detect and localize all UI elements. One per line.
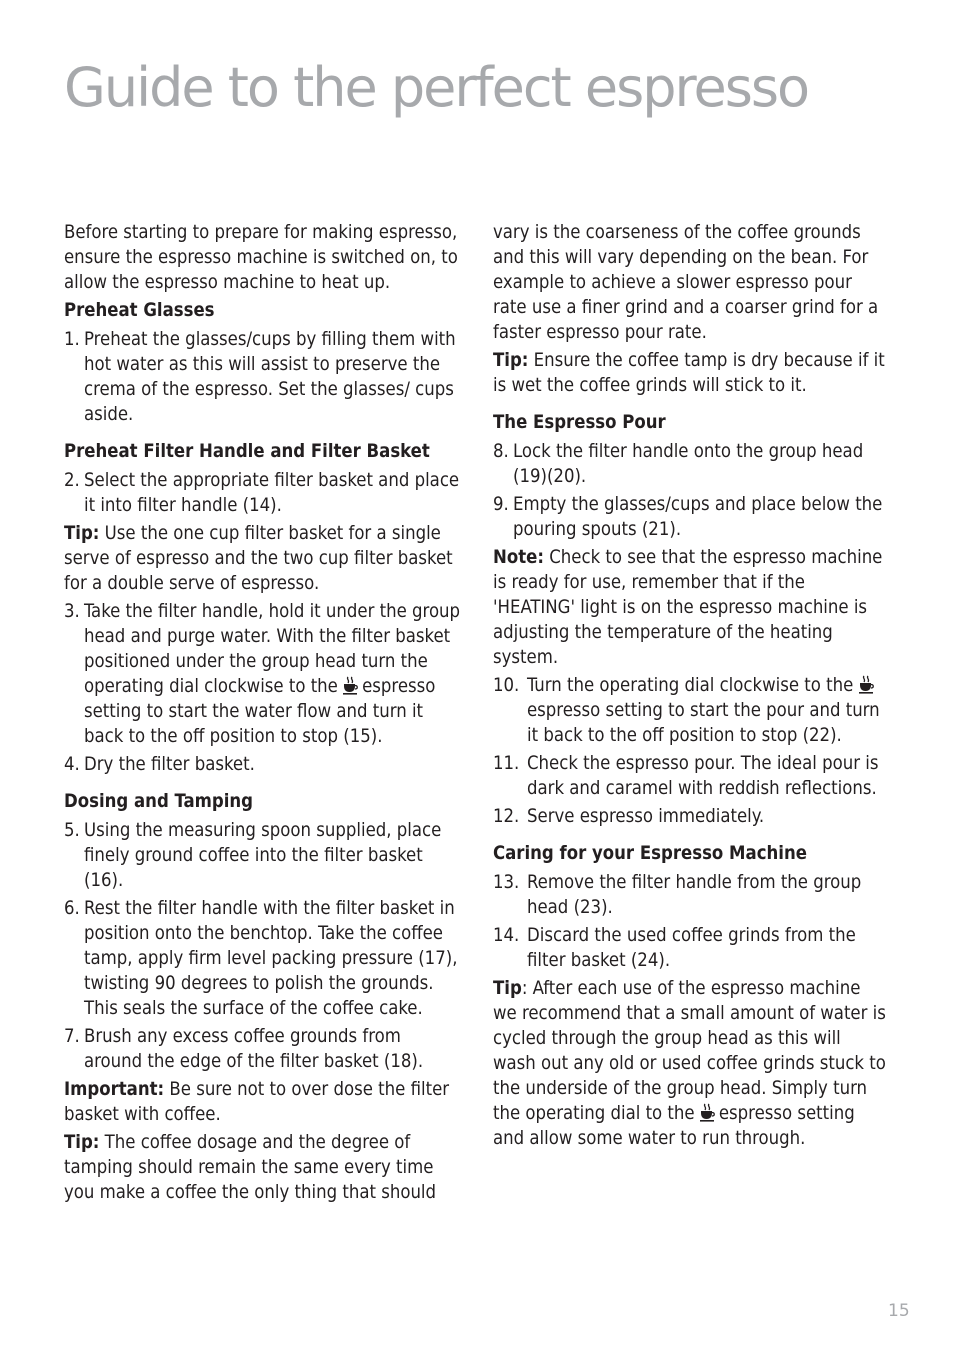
tip-paragraph bbox=[64, 521, 462, 596]
step-number: 6. bbox=[64, 898, 80, 919]
tip-text: Use the one cup filter basket for a single serve of espresso and the two cup filter basket for a double serve of espresso. bbox=[64, 523, 453, 594]
tip-label: Tip: bbox=[64, 1132, 100, 1153]
tip-label: Tip bbox=[493, 978, 522, 999]
step-7 bbox=[64, 1024, 462, 1074]
step-text bbox=[84, 599, 462, 749]
step-text-part: espresso setting to start the pour and turn it back to the off position to stop (22). bbox=[527, 700, 880, 746]
step-number: 3. bbox=[64, 601, 80, 622]
step-number: 4. bbox=[64, 754, 80, 775]
step-number: 1. bbox=[64, 329, 80, 350]
step-13 bbox=[493, 870, 888, 920]
page-number: 15 bbox=[888, 1301, 910, 1321]
step-text-part: Turn the operating dial clockwise to the bbox=[527, 675, 854, 696]
tip-text: espresso setting and allow some water to run through. bbox=[493, 1103, 855, 1149]
step-text: Lock the filter handle onto the group head (19)(20). bbox=[513, 441, 864, 487]
step-number: 14. bbox=[493, 925, 520, 946]
tip-text: Ensure the coffee tamp is dry because if it is wet the coffee grinds will stick to it. bbox=[493, 350, 885, 396]
step-number: 12. bbox=[493, 806, 520, 827]
step-3 bbox=[64, 599, 462, 749]
note-paragraph bbox=[493, 545, 888, 670]
step-number: 7. bbox=[64, 1026, 80, 1047]
heading-caring: Caring for your Espresso Machine bbox=[493, 843, 807, 864]
espresso-cup-icon bbox=[859, 675, 874, 694]
step-number: 5. bbox=[64, 820, 80, 841]
step-9 bbox=[493, 492, 888, 542]
tip-label: Tip: bbox=[64, 523, 100, 544]
step-number: 10. bbox=[493, 675, 520, 696]
step-8 bbox=[493, 439, 888, 489]
step-text: Discard the used coffee grinds from the filter basket (24). bbox=[527, 925, 856, 971]
tip-paragraph bbox=[64, 1130, 462, 1205]
heading-preheat-filter: Preheat Filter Handle and Filter Basket bbox=[64, 441, 430, 462]
step-text: Select the appropriate filter basket and place it into filter handle (14). bbox=[84, 470, 460, 516]
tip-label: Tip: bbox=[493, 350, 529, 371]
step-2 bbox=[64, 468, 462, 518]
step-text: Using the measuring spoon supplied, place finely ground coffee into the filter basket (16). bbox=[84, 820, 442, 891]
step-text: Brush any excess coffee grounds from around the edge of the filter basket (18). bbox=[84, 1026, 424, 1072]
step-number: 13. bbox=[493, 872, 520, 893]
espresso-cup-icon bbox=[343, 676, 358, 695]
important-paragraph bbox=[64, 1077, 462, 1127]
step-14 bbox=[493, 923, 888, 973]
step-text: Remove the filter handle from the group head (23). bbox=[527, 872, 862, 918]
step-text: Preheat the glasses/cups by filling them with hot water as this will assist to preserve the crema of the espresso. Set the glasses/ cups aside. bbox=[84, 329, 456, 425]
tip-text: The coffee dosage and the degree of tamping should remain the same every time you make a coffee the only thing that should bbox=[64, 1132, 437, 1203]
step-text: Check the espresso pour. The ideal pour is dark and caramel with reddish reflections. bbox=[527, 753, 879, 799]
step-6 bbox=[64, 896, 462, 1021]
step-text-part: espresso setting to start the water flow and turn it back to the off position to stop (15). bbox=[84, 676, 436, 747]
important-text: Be sure not to over dose the filter basket with coffee. bbox=[64, 1079, 450, 1125]
step-5 bbox=[64, 818, 462, 893]
step-11 bbox=[493, 751, 888, 801]
step-number: 11. bbox=[493, 753, 520, 774]
step-text-part: Take the filter handle, hold it under the group head and purge water. With the filter basket positioned under the group head turn the operating dial clockwise to the bbox=[84, 601, 461, 697]
espresso-cup-icon bbox=[700, 1103, 715, 1122]
continued-paragraph: vary is the coarseness of the coffee grounds and this will vary depending on the bean. For example to achieve a slower espresso pour rate use a finer grind and a coarser grind for a faster espresso pour rate. bbox=[493, 222, 879, 343]
heading-espresso-pour: The Espresso Pour bbox=[493, 412, 666, 433]
step-4 bbox=[64, 752, 462, 777]
step-10 bbox=[493, 673, 888, 748]
important-label: Important: bbox=[64, 1079, 165, 1100]
left-column bbox=[64, 220, 462, 1208]
step-number: 2. bbox=[64, 470, 80, 491]
step-text: Empty the glasses/cups and place below the pouring spouts (21). bbox=[513, 494, 883, 540]
note-text: Check to see that the espresso machine is ready for use, remember that if the 'HEATING' light is on the espresso machine is adjusting the temperature of the heating system. bbox=[493, 547, 883, 668]
step-text: Serve espresso immediately. bbox=[527, 806, 765, 827]
note-label: Note: bbox=[493, 547, 544, 568]
heading-dosing-tamping: Dosing and Tamping bbox=[64, 791, 254, 812]
step-1 bbox=[64, 327, 462, 427]
step-number: 8. bbox=[493, 441, 509, 462]
intro-paragraph: Before starting to prepare for making espresso, ensure the espresso machine is switched on, to allow the espresso machine to heat up. bbox=[64, 222, 458, 293]
step-text: Rest the filter handle with the filter basket in position onto the benchtop. Take the coffee tamp, apply firm level packing pressure (17), twisting 90 degrees to polish the grounds. This seals the surface of the coffee cake. bbox=[84, 898, 458, 1019]
tip-text: : After each use of the espresso machine we recommend that a small amount of water is cycled through the group head as this will wash out any old or used coffee grinds stuck to the underside of the group head. Simply turn the operating dial to the bbox=[493, 978, 886, 1124]
right-column bbox=[493, 220, 888, 1154]
step-number: 9. bbox=[493, 494, 509, 515]
tip-paragraph bbox=[493, 348, 888, 398]
step-12 bbox=[493, 804, 888, 829]
heading-preheat-glasses: Preheat Glasses bbox=[64, 300, 215, 321]
step-text bbox=[527, 673, 888, 748]
page-title: Guide to the perfect espresso bbox=[64, 56, 809, 119]
tip-paragraph bbox=[493, 976, 888, 1151]
step-text: Dry the filter basket. bbox=[84, 754, 255, 775]
